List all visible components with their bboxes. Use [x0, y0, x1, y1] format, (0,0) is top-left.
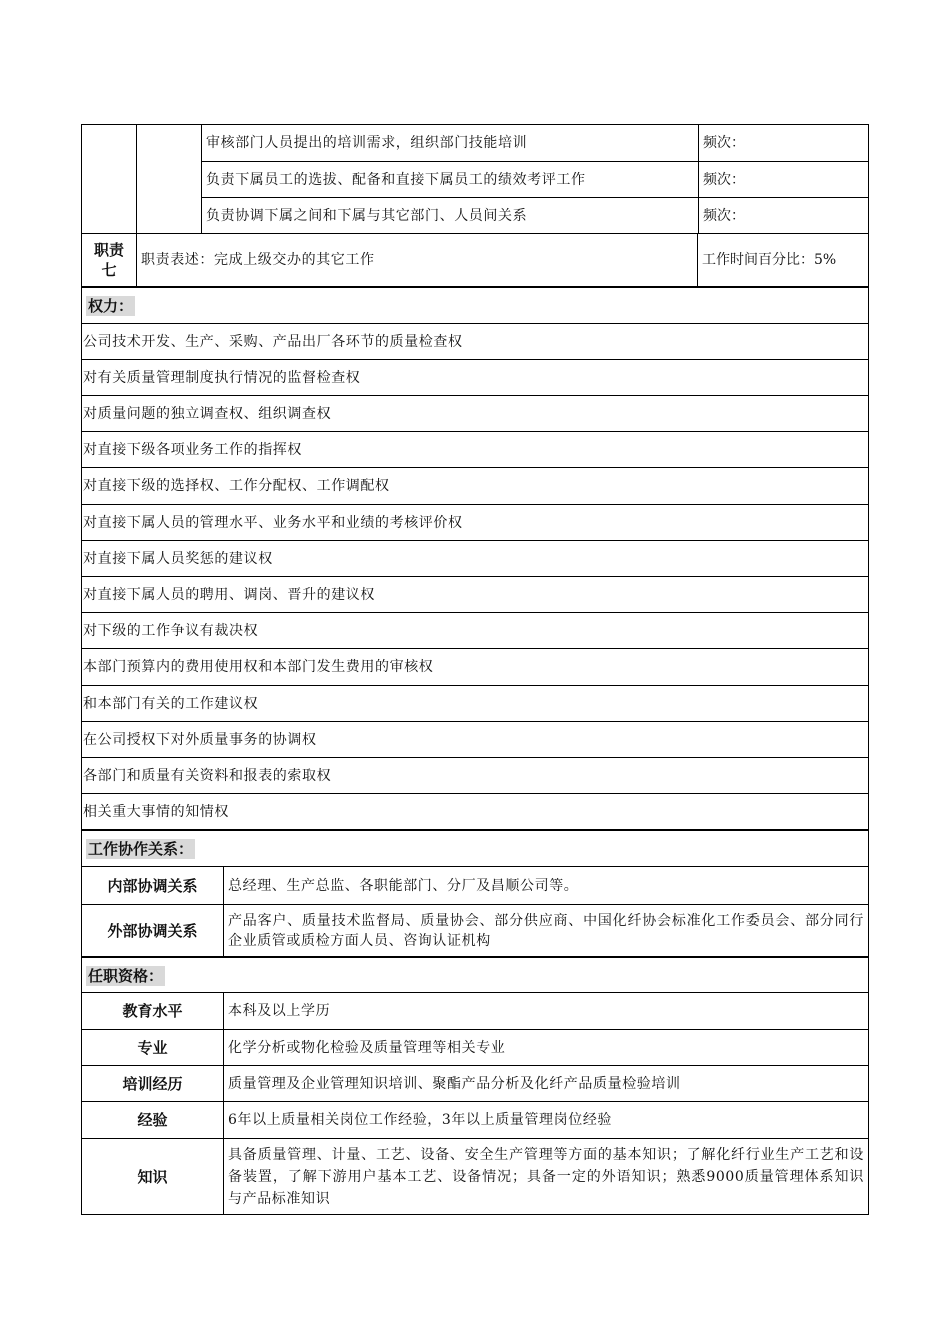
- authority-item-text: 对质量问题的独立调查权、组织调查权: [83, 405, 332, 422]
- duty-task-text: 负责下属员工的选拔、配备和直接下属员工的绩效考评工作: [206, 171, 586, 188]
- authority-item: [82, 612, 868, 648]
- external-relation-label: 外部协调关系: [107, 921, 198, 940]
- training-value: 质量管理及企业管理知识培训、聚酯产品分析及化纤产品质量检验培训: [223, 1066, 868, 1101]
- cooperation-section-header: [82, 831, 868, 866]
- cooperation-block: [81, 830, 869, 957]
- authority-item-text: 对直接下级各项业务工作的指挥权: [83, 441, 302, 458]
- authority-item-text: 各部门和质量有关资料和报表的索取权: [83, 767, 332, 784]
- authority-item-text: 本部门预算内的费用使用权和本部门发生费用的审核权: [83, 659, 434, 675]
- duty7-time-percent: 工作时间百分比：5%: [697, 234, 867, 286]
- knowledge-value: 具备质量管理、计量、工艺、设备、安全生产管理等方面的基本知识；了解化纤行业生产工艺和设备装置，了解下游用户基本工艺、设备情况；具备一定的外语知识；熟悉9000质量管理体系知识与产品标准知识: [223, 1139, 868, 1214]
- duty-number-cell: [82, 125, 136, 233]
- experience-label: 经验: [137, 1111, 168, 1129]
- duty-block: [81, 124, 869, 287]
- authority-item: [82, 359, 868, 395]
- qualifications-title: 任职资格：: [88, 966, 164, 985]
- qualifications-section-header: [82, 958, 868, 992]
- authority-item: [82, 721, 868, 757]
- authority-block: [81, 287, 869, 830]
- authority-item-text: 对有关质量管理制度执行情况的监督检查权: [83, 369, 361, 386]
- duty7-row: [82, 233, 868, 286]
- education-value: 本科及以上学历: [223, 993, 868, 1029]
- duty-task-text: 负责协调下属之间和下属与其它部门、人员间关系: [206, 207, 528, 224]
- authority-title: 权力：: [88, 297, 134, 315]
- duty-task-text: 审核部门人员提出的培训需求，组织部门技能培训: [206, 135, 528, 151]
- authority-item-text: 在公司授权下对外质量事务的协调权: [83, 731, 317, 748]
- major-row: [82, 1029, 868, 1065]
- duty7-label-line2: 七: [101, 261, 117, 279]
- authority-item-text: 相关重大事情的知情权: [83, 803, 229, 820]
- authority-item-text: 对下级的工作争议有裁决权: [83, 622, 259, 639]
- training-row: [82, 1065, 868, 1101]
- authority-item: [82, 467, 868, 504]
- duty-task-group: [82, 125, 868, 233]
- authority-item-text: 对直接下级的选择权、工作分配权、工作调配权: [83, 478, 390, 494]
- education-label: 教育水平: [122, 1002, 183, 1020]
- internal-relation-label: 内部协调关系: [107, 876, 198, 895]
- duty-subcell: [136, 125, 201, 233]
- experience-row: [82, 1101, 868, 1138]
- authority-section-header: [82, 288, 868, 323]
- external-relation-row: [82, 904, 868, 956]
- internal-relation-value: 总经理、生产总监、各职能部门、分厂及昌顺公司等。: [223, 867, 868, 904]
- external-relation-value: 产品客户、质量技术监督局、质量协会、部分供应商、中国化纤协会标准化工作委员会、部分同行企业质管或质检方面人员、咨询认证机构: [223, 905, 868, 956]
- duty7-label: [82, 234, 136, 286]
- authority-item: [82, 685, 868, 721]
- duty-task-frequency: 频次：: [698, 162, 868, 197]
- authority-item: [82, 323, 868, 359]
- duty-task-row: [202, 125, 868, 161]
- duty-task-list: [201, 125, 868, 233]
- authority-item-text: 公司技术开发、生产、采购、产品出厂各环节的质量检查权: [83, 333, 463, 350]
- duty-task-frequency: 频次：: [698, 125, 868, 161]
- authority-item: [82, 540, 868, 576]
- internal-relation-row: [82, 866, 868, 904]
- education-row: [82, 992, 868, 1029]
- authority-item: [82, 757, 868, 793]
- authority-item-text: 对直接下属人员的管理水平、业务水平和业绩的考核评价权: [83, 514, 463, 531]
- authority-item: [82, 793, 868, 829]
- authority-item-text: 对直接下属人员的聘用、调岗、晋升的建议权: [83, 586, 375, 603]
- authority-item: [82, 504, 868, 540]
- authority-item-text: 和本部门有关的工作建议权: [83, 695, 259, 712]
- knowledge-label: 知识: [137, 1167, 168, 1186]
- major-label: 专业: [137, 1038, 168, 1057]
- knowledge-row: [82, 1138, 868, 1214]
- cooperation-title: 工作协作关系：: [88, 840, 194, 858]
- authority-item-text: 对直接下属人员奖惩的建议权: [83, 550, 273, 567]
- major-value: 化学分析或物化检验及质量管理等相关专业: [223, 1030, 868, 1065]
- duty-task-row: [202, 197, 868, 233]
- duty7-description: 职责表述：完成上级交办的其它工作: [136, 234, 697, 286]
- duty7-label-line1: 职责: [93, 241, 124, 259]
- authority-item: [82, 576, 868, 612]
- job-description-sheet: [81, 124, 869, 1215]
- experience-value: 6年以上质量相关岗位工作经验，3年以上质量管理岗位经验: [223, 1102, 868, 1138]
- training-label: 培训经历: [122, 1074, 183, 1093]
- qualifications-block: [81, 957, 869, 1215]
- duty-task-row: [202, 161, 868, 197]
- authority-item: [82, 395, 868, 431]
- authority-item: [82, 431, 868, 467]
- duty-task-frequency: 频次：: [698, 198, 868, 233]
- authority-item: [82, 648, 868, 685]
